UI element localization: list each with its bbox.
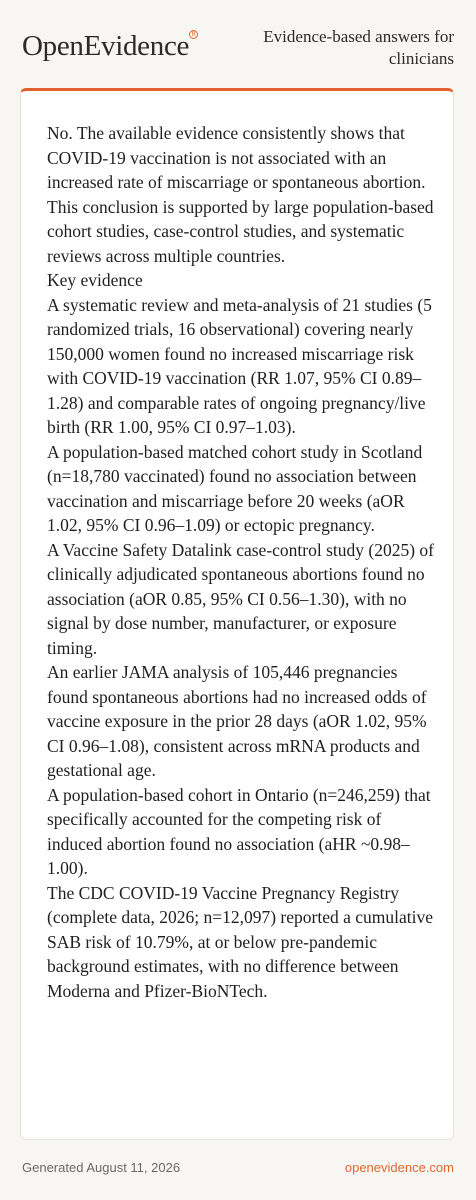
generated-date: Generated August 11, 2026 [22, 1160, 181, 1175]
logo-text: OpenEvidence [22, 30, 190, 62]
evidence-item: A Vaccine Safety Datalink case-control study (2025) of clinically adjudicated spontaneous abortions found no association (aOR 0.85, 95% CI 0.56–1.30), with no signal by dose number, manufacturer, or exposure timing. [47, 539, 434, 658]
evidence-item: A systematic review and meta-analysis of 21 studies (5 randomized trials, 16 observational) covering nearly 150,000 women found no increased miscarriage risk with COVID-19 vaccination (RR 1.07, 95% CI 0.89–1.28) and comparable rates of ongoing pregnancy/live birth (RR 1.00, 95% CI 0.97–1.03). [47, 294, 432, 437]
evidence-item: An earlier JAMA analysis of 105,446 pregnancies found spontaneous abortions had no increased odds of vaccine exposure in the prior 28 days (aOR 1.02, 95% CI 0.96–1.08), consistent across mRNA products and gestational age. [47, 662, 427, 780]
openevidence-logo[interactable] [22, 28, 196, 64]
section-heading: Key evidence [47, 270, 143, 290]
evidence-item: The CDC COVID-19 Vaccine Pregnancy Registry (complete data, 2026; n=12,097) reported a cumulative SAB risk of 10.79%, at or below pre-pandemic background estimates, with no difference between Moderna and Pfizer-BioNTech. [47, 882, 433, 1001]
answer-body [47, 121, 437, 1003]
evidence-item: A population-based matched cohort study in Scotland (n=18,780 vaccinated) found no association between vaccination and miscarriage before 20 weeks (aOR 1.02, 95% CI 0.96–1.09) or ectopic pregnancy. [47, 441, 423, 535]
header [0, 0, 476, 90]
answer-intro: No. The available evidence consistently shows that COVID-19 vaccination is not associated with an increased rate of miscarriage or spontaneous abortion. This conclusion is supported by large population-based cohort studies, case-control studies, and systematic reviews across multiple countries. [47, 123, 434, 266]
answer-card [20, 88, 454, 1140]
tagline: Evidence-based answers for clinicians [263, 27, 454, 68]
evidence-item: A population-based cohort in Ontario (n=246,259) that specifically accounted for the competing risk of induced abortion found no association (aHR ~0.98–1.00). [47, 784, 431, 878]
site-link[interactable]: openevidence.com [344, 1160, 454, 1175]
registered-trademark-icon: R [189, 30, 198, 39]
